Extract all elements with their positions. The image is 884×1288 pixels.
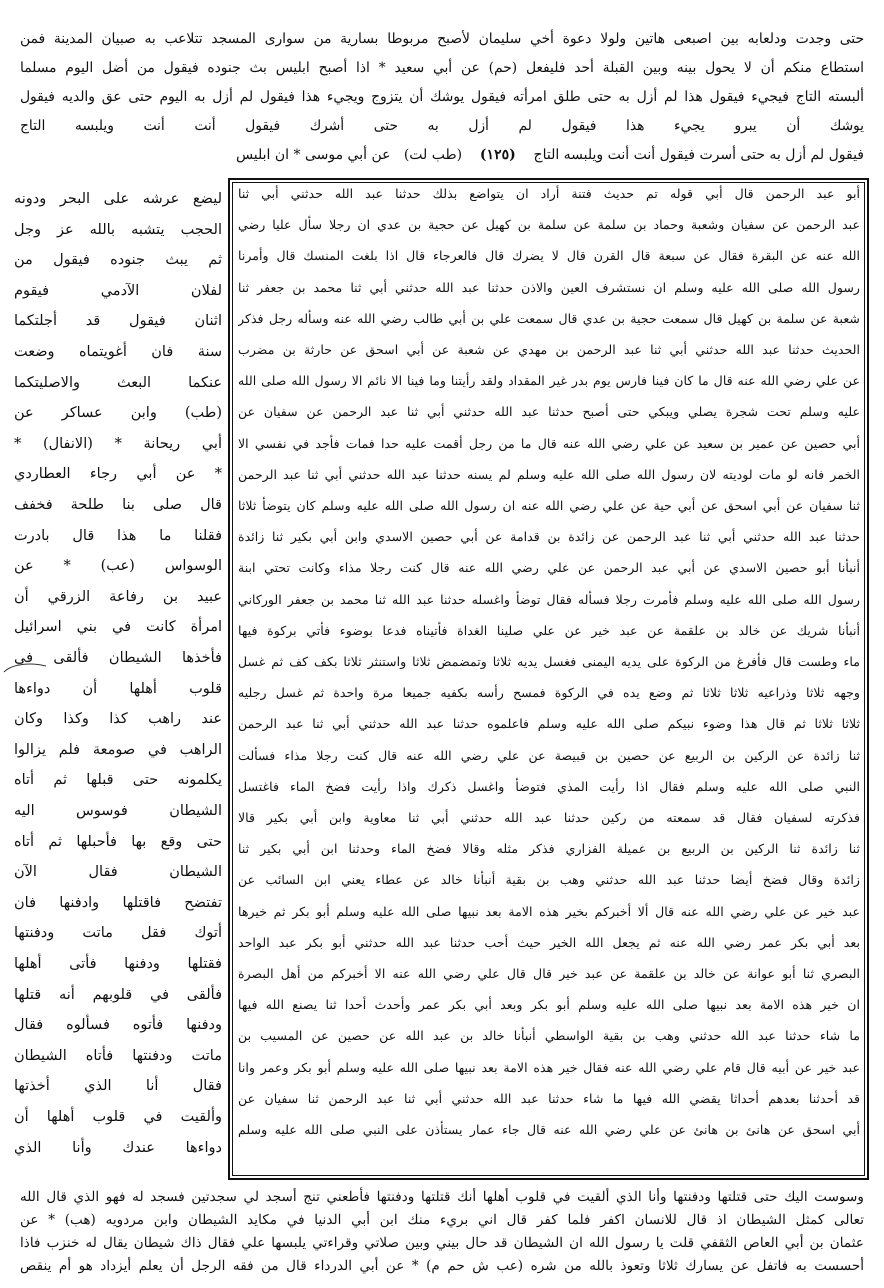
main-text-line: عن علي رضي الله عنه قال ما كان فينا فارس يوم بدر غير المقداد ولقد رأيتنا وما فينا الا نائم الا رسول الله صلى الله xyxy=(238,373,860,389)
margin-text-line: امرأة كانت في بني اسرائيل xyxy=(14,619,222,636)
margin-text-line: حتى وقع بها فأحبلها ثم أتاه xyxy=(14,833,222,850)
margin-text-line: عبيد بن رفاعة الزرقي أن xyxy=(14,588,222,605)
main-text-line: عبد خير عن أبيه قال قام علي رضي الله عنه فقال خير هذه الامة بعد نبيها صلى الله عليه وسلم أبو بكر وعمر وانا xyxy=(238,1059,860,1075)
main-text-line: قد أحدثنا بعدهم أحداثا يقضي الله فيها ما شاء حدثنا عبد الله حدثني أبي ثنا عبد الرحمن ثنا سفيان عن xyxy=(238,1090,860,1106)
margin-text-line: عند راهب كذا وكذا وكان xyxy=(14,711,222,728)
margin-text-line: الشيطان فوسوس اليه xyxy=(14,803,222,819)
margin-text-line: لفلان الآدمي فيقوم xyxy=(14,282,222,299)
main-text-line: ثنا زائدة عن الركين بن الربيع عن حصين بن قبيصة عن علي رضي الله عنه قال كنت رجلا مذاء فسألت xyxy=(238,747,860,763)
margin-text-line: الحجب يتشبه بالله عز وجل xyxy=(14,221,222,238)
margin-text-line: أبي ريحانة * (الانفال) * xyxy=(14,435,222,452)
margin-text-line: أتوك فقل ماتت ودفنتها xyxy=(14,925,222,942)
main-text-line: النبي صلى الله عليه وسلم فقال اذا رأيت المذي فتوضأ واغسل ذكرك واذا رأيت فضخ الماء فاغتسل xyxy=(238,778,860,794)
margin-text-line: الراهب في صومعة فلم يزالوا xyxy=(14,741,222,758)
margin-text-line: عنكما البعث والاصليتكما xyxy=(14,374,222,391)
margin-text-line: وألقيت في قلوب أهلها أن xyxy=(14,1109,222,1125)
bottom-text-line: أحسست به فاتفل عن يسارك ثلاثا وتعوذ بالله من شره (عب ش حم م) * عن أبي الدرداء قال من فقه الرجل أن يعلم أيزداد هو أم ينقص xyxy=(20,1258,864,1274)
bottom-text-line: وسوست اليك حتى قتلتها ودفنتها وأنا الذي ألقيت في قلوب أهلها أنك قتلتها ودفنتها فأطعني تنج أسجد لي سجدتين فسجد له فهو الذي قال الله xyxy=(20,1189,864,1205)
header-tail: عن أبي موسى * ان ابليس xyxy=(235,147,391,163)
main-text-line: أبي حصين عن عمير بن سعيد عن علي رضي الله عنه قال ما من رجل أقمت عليه حدا فمات فأجد في نفسي الا xyxy=(238,435,860,451)
margin-text-line: فألقى في قلوبهم أنه قتلها xyxy=(14,986,222,1003)
bottom-text-line: عثمان بن أبي العاص الثقفي قلت يا رسول الله ان الشيطان قد حال بيني وبين صلاتي وقراءتي يلبسها علي فقال ذاك شيطان يقال له خنزب فاذا xyxy=(20,1235,864,1251)
page-header xyxy=(220,144,864,166)
bottom-text-line: تعالى كمثل الشيطان اذ قال للانسان اكفر فلما كفر قال اني بريء منك ابن أبي الدنيا في مكايد الشيطان وابن مردويه (هب) * عن xyxy=(20,1212,864,1228)
main-text-line: الحديث حدثنا عبد الله حدثني أبي ثنا عبد الرحمن بن مهدي عن شعبة عن أبي اسحق عن حارثة بن مضرب xyxy=(238,342,860,357)
margin-text-line: فقتلها ودفنها فأتى أهلها xyxy=(14,956,222,972)
main-text-line: بعد أبي بكر عمر رضي الله عنه ثم يجعل الله الخير حيث أحب حدثنا عبد الله حدثني أبو بكر عبد الواحد xyxy=(238,934,860,950)
main-text-line: ثنا زائدة ثنا الركين بن الربيع بن عميلة الفزاري فذكر مثله وقالا فضخ الماء وحدثنا ابن أبي بكير ثنا xyxy=(238,841,860,857)
top-text-line: يوشك أن يبرو يجيء هذا فيقول لم أزل به حتى أشرك فيقول أنت أنت ويلبسه التاج xyxy=(20,118,864,134)
margin-text-line: ثم يبث جنوده فيقول من xyxy=(14,252,222,269)
main-text-line: أنبأنا أبو حصين الاسدي عن أبي عبد الرحمن عن علي رضي الله عنه قال كنت رجلا مذاء وكانت تحتي ابنة xyxy=(238,560,860,576)
main-text-line: ثلاثا ثلاثا ثم قال هذا وضوء نبيكم صلى الله عليه وسلم فاعلموه حدثنا عبد الله حدثني أبي ثنا عبد الرحمن xyxy=(238,716,860,732)
margin-text-line: الشيطان فقال الآن xyxy=(14,864,222,881)
header-text: فيقول لم أزل به حتى أسرت فيقول أنت أنت ويلبسه التاج xyxy=(533,147,864,163)
margin-text-line: فقلنا ما هذا قال بادرت xyxy=(14,527,222,544)
top-text-line: حتى وجدت ودلعابه بين اصبعى هاتين ولولا دعوة أخي سليمان لأصبح مربوطا بسارية من سوارى المسجد تتلاعب به صبيان المدينة فمن xyxy=(20,31,864,47)
main-text-line: زائدة وقال فضخ أيضا حدثنا عبد الله حدثني وهب بن بقية أنبأنا خالد عن عطاء يعني ابن السائب عن xyxy=(238,872,860,888)
main-text-line: ان خير هذه الامة بعد نبيها صلى الله عليه وسلم أبو بكر وبعد أبي بكر عمر وأحدث أحدا ثنا يصنع الله فيها xyxy=(238,997,860,1013)
main-text-line: عليه وسلم تحت شجرة يصلي ويبكي حتى أصبح حدثنا عبد الله حدثني أبي ثنا عبد الرحمن عن سفيان عن xyxy=(238,404,860,420)
main-text-line: عبد خير عن علي رضي الله عنه قال ألا أخبركم بخير هذه الامة بعد نبيها صلى الله عليه وسلم أبو بكر ثم خيرها xyxy=(238,903,860,919)
main-text-line: رسول الله صلى الله عليه وسلم فأمرت رجلا فسأله فقال توضأ واغسله حدثنا عبد الله ثنا محمد بن جعفر الوركاني xyxy=(238,591,860,607)
main-text-line: أبو عبد الرحمن قال أبي قوله تم حديث فتنة أراد ان يتواضع بذلك حدثنا عبد الله حدثني أبي ثنا xyxy=(238,186,860,201)
margin-text-line: ليضع عرشه على البحر ودونه xyxy=(14,191,222,207)
main-text-line: أنبأنا شريك عن خالد بن علقمة عن عبد خير عن علي صلينا الغداة فأتيناه فدعا بوضوء فأتي بركوة فيها xyxy=(238,622,860,638)
main-text-line: رسول الله صلى الله عليه وسلم ان نستشرف العين والاذن حدثنا عبد الله حدثني أبي ثنا محمد بن جعفر ثنا xyxy=(238,279,860,295)
top-text-line: استطاع منكم أن لا يحول بينه وبين القبلة أحد فليفعل (حم) عن أبي سعيد * اذا أصبح ابليس بث جنوده فيقول من أضل اليوم مسلما xyxy=(20,60,864,76)
main-text-line: ما شاء حدثنا عبد الله حدثني وهب بن بقية الواسطي أنبأنا خالد بن عبد الله عن حصين عن المسيب بن xyxy=(238,1028,860,1044)
margin-text-line: ماتت ودفنتها فأتاه الشيطان xyxy=(14,1047,222,1064)
margin-text-line: دواءها عندك وأنا الذي xyxy=(14,1139,222,1156)
main-text-line: عبد الرحمن عن سفيان وشعبة وحماد بن سلمة عن سلمة بن كهيل عن حجية بن عدي ان رجلا سأل عليا رضي xyxy=(238,217,860,233)
margin-text-line: قال صلى بنا طلحة فخفف xyxy=(14,497,222,513)
main-text-line: فذكرته لسفيان فقال قد سمعته من ركين حدثنا عبد الله حدثني أبي ثنا معاوية وابن أبي بكير قالا xyxy=(238,810,860,825)
handwritten-mark-icon xyxy=(0,650,48,690)
main-text-line: البصري ثنا أبو عوانة عن خالد بن علقمة عن عبد خير قال قال علي رضي الله عنه الا أخبركم من أهل البصرة xyxy=(238,966,860,981)
main-text-line: شعبة عن سلمة بن كهيل قال سمعت حجية بن عدي قال سمعت علي بن أبي طالب رضي الله عنه وسأله رجل فذكر xyxy=(238,310,860,326)
margin-text-line: (طب) وابن عساكر عن xyxy=(14,405,222,422)
main-text-line: ثنا سفيان عن أبي اسحق عن أبي حية عن علي رضي الله عنه ان رسول الله صلى الله عليه وسلم كان يتوضأ ثلاثا xyxy=(238,498,860,513)
page-number: (١٢٥) xyxy=(479,147,516,163)
margin-text-line: فقال أنا الذي أخذتها xyxy=(14,1078,222,1095)
main-text-line: حدثنا عبد الله حدثني أبي ثنا عبد الرحمن عن زائدة بن قدامة عن أبي حصين الاسدي وابن أبي بكير ثنا زائدة xyxy=(238,529,860,545)
margin-text-line: * عن أبي رجاء العطاردي xyxy=(14,466,222,483)
header-source: (طب لت) xyxy=(403,147,463,163)
margin-text-line: تفتضح فاقتلها وادفنها فان xyxy=(14,894,222,911)
margin-text-line: اثنان فيقول قد أجلتكما xyxy=(14,313,222,330)
main-text-line: وجهه ثلاثا وذراعيه ثلاثا ثلاثا ثم وضع يده في الركوة فمسح رأسه بكفيه جميعا مرة واحدة ثم غسل رجليه xyxy=(238,685,860,701)
margin-text-line: قلوب أهلها أن دواءها xyxy=(14,680,222,697)
margin-text-line: الوسواس (عب) * عن xyxy=(14,558,222,575)
margin-text-line: سنة فان أغويتماه وضعت xyxy=(14,344,222,360)
main-text-line: الخمر فانه لو مات لوديته لان رسول الله صلى الله عليه وسلم لم يسنه حدثنا عبد الله حدثني أبي ثنا عبد الرحمن xyxy=(238,466,860,482)
margin-text-line: ودفنها فأتوه فسألوه فقال xyxy=(14,1017,222,1034)
main-text-line: ماء وطست قال فأفرغ من الركوة على يديه اليمنى فغسل يديه ثلاثا وتمضمض ثلاثا واستنثر ثلاثا بكف كف ثم غسل xyxy=(238,654,860,669)
margin-text-line: يكلمونه حتى قبلها ثم أتاه xyxy=(14,772,222,789)
main-text-line: الله عنه عن البقرة فقال عن سبعة قال القرن قال لا يضرك قال فالعرجاء قال اذا بلغت المنسك قال وأمرنا xyxy=(238,248,860,264)
margin-text-line: فأخذها الشيطان فألقى في xyxy=(14,650,222,666)
main-text-line: أبي اسحق عن هانئ بن هانئ عن علي رضي الله عنه قال جاء عمار يستأذن على النبي صلى الله عليه وسلم xyxy=(238,1122,860,1137)
top-text-line: ألبسته التاج فيجيء فيقول هذا لم أزل به حتى طلق امرأته فيقول يوشك أن يتزوج ويجيء هذا فيقول لم أزل به اليوم حتى عق والديه فيقول xyxy=(20,89,864,105)
